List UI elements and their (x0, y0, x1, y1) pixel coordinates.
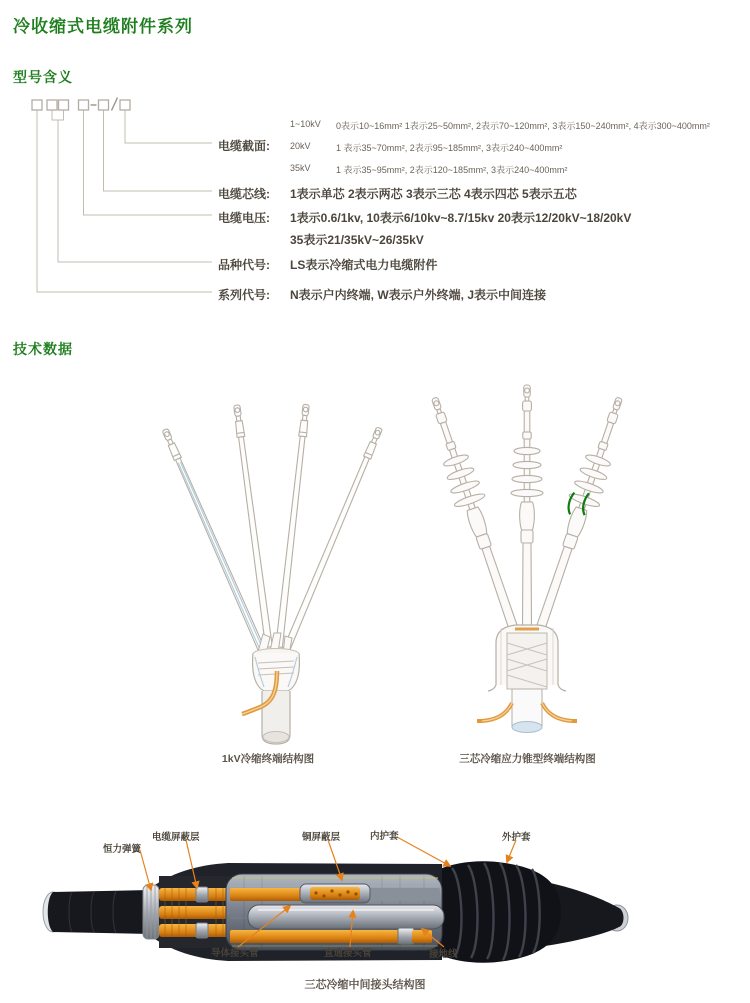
model-meaning-heading: 型号含义 (13, 69, 73, 85)
label-inner-sheath: 内护套 (370, 831, 399, 842)
cross-section-kv: 20kV (290, 141, 311, 151)
termination-figures (0, 375, 750, 770)
label-outer-sheath: 外护套 (502, 832, 531, 843)
cable-cut-face (512, 722, 542, 733)
label-through-tube: 直通接头管 (324, 948, 372, 959)
variety-value: LS表示冷缩式电力电缆附件 (290, 258, 438, 272)
termination-stress-cone-figure (419, 385, 634, 733)
series-label: 系列代号: (218, 288, 270, 302)
through-connector-tube (248, 905, 444, 929)
cross-section-kv: 1~10kV (290, 119, 321, 129)
series-value: N表示户内终端, W表示户外终端, J表示中间连接 (290, 288, 547, 302)
page-title: 冷收缩式电缆附件系列 (13, 17, 193, 36)
voltage-value-line1: 1表示0.6/1kv, 10表示6/10kv~8.7/15kv 20表示12/20kV~18/20kV (290, 211, 632, 225)
label-ground-wire: 接地线 (429, 949, 458, 960)
fig-left-caption: 1kV冷缩终端结构图 (221, 753, 315, 765)
cores-value: 1表示单芯 2表示两芯 3表示三芯 4表示四芯 5表示五芯 (290, 187, 577, 201)
cores-label: 电缆芯线: (218, 187, 270, 201)
wrapped-cores-left (159, 887, 233, 938)
cross-section-text: 1 表示35~95mm², 2表示120~185mm², 3表示240~400mm² (336, 165, 568, 175)
variety-label: 品种代号: (218, 258, 270, 272)
inner-assembly (230, 884, 444, 944)
cross-section-row (290, 163, 567, 176)
label-constant-force-spring: 恒力弹簧 (103, 844, 142, 855)
cross-section-row (290, 141, 562, 154)
cross-section-label: 电缆截面: (218, 139, 270, 153)
cross-section-text: 1 表示35~70mm², 2表示95~185mm², 3表示240~400mm² (336, 143, 563, 153)
technical-data-heading: 技术数据 (13, 341, 73, 357)
ground-band (398, 928, 414, 944)
voltage-value-line2: 35表示21/35kV~26/35kV (290, 233, 424, 247)
label-cable-screen: 电缆屏蔽层 (152, 832, 200, 843)
termination-1kv-figure (161, 404, 383, 744)
cross-section-row (290, 119, 710, 132)
left-cable (48, 890, 150, 934)
label-conductor-tube: 导体接头管 (211, 948, 259, 959)
voltage-label: 电缆电压: (218, 211, 270, 225)
cable-cut-face (263, 732, 289, 743)
label-copper-screen: 铜屏蔽层 (302, 832, 341, 843)
cross-section-kv: 35kV (290, 163, 311, 173)
connector-lines (37, 111, 212, 293)
fig-right-caption: 三芯冷缩应力锥型终端结构图 (459, 753, 596, 765)
cross-section-text: 0表示10~16mm² 1表示25~50mm², 2表示70~120mm², 3表示150~240mm², 4表示300~400mm² (336, 121, 710, 131)
joint-caption: 三芯冷缩中间接头结构图 (304, 979, 426, 991)
